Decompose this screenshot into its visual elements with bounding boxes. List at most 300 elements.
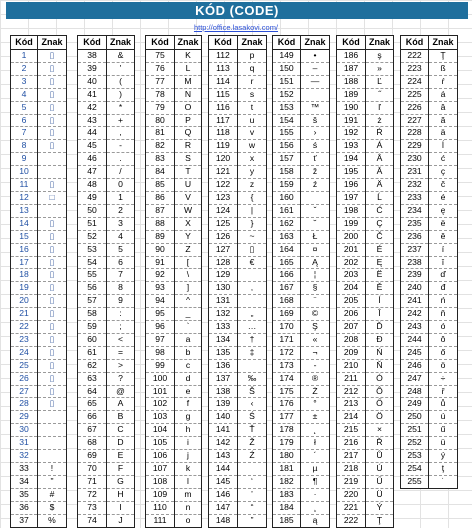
char-cell: ° — [301, 398, 330, 411]
code-cell: 88 — [146, 217, 175, 230]
table-row — [401, 372, 458, 385]
code-cell: 78 — [146, 88, 175, 101]
char-cell: ‘ — [238, 475, 267, 488]
code-cell: 75 — [146, 50, 175, 63]
char-cell: Ô — [366, 385, 394, 398]
table-row — [401, 179, 458, 192]
table-row — [11, 191, 67, 204]
table-row — [273, 424, 330, 437]
char-cell: ▯ — [38, 114, 67, 127]
code-cell: 209 — [337, 346, 366, 359]
char-cell: Ó — [366, 372, 394, 385]
code-cell: 112 — [209, 50, 238, 63]
table-row — [209, 204, 267, 217]
code-cell: 26 — [11, 372, 38, 385]
code-cell: 125 — [209, 217, 238, 230]
code-cell: 254 — [401, 463, 429, 476]
char-cell: ˘ — [301, 217, 330, 230]
char-cell: ▯ — [38, 321, 67, 334]
char-cell: Â — [366, 153, 394, 166]
table-row — [209, 372, 267, 385]
code-cell: 77 — [146, 75, 175, 88]
table-row — [337, 514, 394, 527]
header-char: Znak — [107, 36, 135, 50]
char-cell: 2 — [107, 204, 135, 217]
char-cell: • — [301, 50, 330, 63]
code-cell: 246 — [401, 359, 429, 372]
table-row — [78, 359, 135, 372]
table-row — [146, 269, 202, 282]
char-cell: Á — [366, 140, 394, 153]
char-cell: x — [238, 153, 267, 166]
code-cell: 251 — [401, 424, 429, 437]
char-cell: Ą — [301, 256, 330, 269]
table-row — [78, 269, 135, 282]
table-row — [337, 488, 394, 501]
code-table-7 — [400, 35, 458, 489]
code-cell: 200 — [337, 230, 366, 243]
header-char: Znak — [301, 36, 330, 50]
header-char: Znak — [175, 36, 202, 50]
char-cell: r — [238, 75, 267, 88]
code-cell: 162 — [273, 217, 301, 230]
table-row — [146, 372, 202, 385]
char-cell: P — [175, 114, 202, 127]
table-row — [401, 256, 458, 269]
table-row — [209, 114, 267, 127]
code-cell: 194 — [337, 153, 366, 166]
char-cell: ň — [429, 308, 458, 321]
table-row — [78, 204, 135, 217]
table-row — [146, 230, 202, 243]
table-row — [273, 437, 330, 450]
code-cell: 148 — [215, 514, 231, 525]
table-row — [78, 385, 135, 398]
char-cell: ú — [429, 411, 458, 424]
code-cell: 122 — [209, 179, 238, 192]
code-cell: 193 — [337, 140, 366, 153]
code-cell: 59 — [78, 321, 107, 334]
char-cell: ‡ — [238, 346, 267, 359]
code-cell: 253 — [401, 450, 429, 463]
code-cell: 21 — [11, 308, 38, 321]
code-cell: 143 — [209, 450, 238, 463]
char-cell: u — [238, 114, 267, 127]
table-row — [78, 295, 135, 308]
char-cell: ; — [107, 321, 135, 334]
code-cell: 10 — [11, 166, 38, 179]
code-cell: 144 — [209, 463, 238, 476]
char-cell: w — [238, 140, 267, 153]
table-row — [273, 127, 330, 140]
code-cell: 123 — [209, 191, 238, 204]
char-cell: f — [175, 398, 202, 411]
code-cell: 41 — [78, 88, 107, 101]
table-row — [78, 179, 135, 192]
table-row — [209, 321, 267, 334]
code-cell: 47 — [78, 166, 107, 179]
code-cell: 192 — [337, 127, 366, 140]
char-cell: B — [107, 411, 135, 424]
code-cell: 34 — [11, 475, 38, 488]
table-row — [11, 114, 67, 127]
table-row — [146, 191, 202, 204]
code-cell: 159 — [273, 179, 301, 192]
code-cell: 65 — [78, 398, 107, 411]
code-cell: 106 — [146, 450, 175, 463]
table-row — [78, 75, 135, 88]
char-cell: _ — [175, 308, 202, 321]
char-cell: Ü — [366, 488, 394, 501]
code-cell: 168 — [273, 295, 301, 308]
code-cell: 173 — [273, 359, 301, 372]
table-row — [146, 308, 202, 321]
table-row — [337, 191, 394, 204]
code-cell: 165 — [273, 256, 301, 269]
code-cell: 239 — [401, 269, 429, 282]
table-row — [337, 437, 394, 450]
table-row — [401, 62, 458, 75]
table-row — [273, 282, 330, 295]
code-cell: 2 — [11, 62, 38, 75]
table-row — [209, 475, 267, 488]
code-cell: 227 — [401, 114, 429, 127]
char-cell: ▯ — [38, 243, 67, 256]
table-row — [273, 346, 330, 359]
code-cell: 171 — [273, 333, 301, 346]
char-cell: 1 — [107, 191, 135, 204]
header-char: Znak — [429, 36, 458, 50]
table-row — [11, 321, 67, 334]
table-row — [401, 450, 458, 463]
table-row — [209, 333, 267, 346]
code-cell: 20 — [11, 295, 38, 308]
char-cell: ▯ — [38, 333, 67, 346]
table-row — [273, 140, 330, 153]
char-cell: ” — [238, 514, 267, 527]
code-cell: 33 — [11, 463, 38, 476]
code-cell: 57 — [78, 295, 107, 308]
code-cell: 202 — [337, 256, 366, 269]
char-cell: Î — [366, 308, 394, 321]
code-cell: 187 — [337, 62, 366, 75]
code-cell: 98 — [146, 346, 175, 359]
code-cell: 40 — [78, 75, 107, 88]
code-cell: 132 — [209, 308, 238, 321]
char-cell: ÷ — [429, 372, 458, 385]
code-cell: 82 — [146, 140, 175, 153]
code-cell: 103 — [146, 411, 175, 424]
code-cell: 58 — [78, 308, 107, 321]
table-row — [78, 488, 135, 501]
char-cell: z — [238, 179, 267, 192]
code-cell: 4 — [11, 88, 38, 101]
table-row — [78, 333, 135, 346]
char-cell: % — [38, 514, 67, 527]
code-cell: 28 — [11, 398, 38, 411]
char-cell: ß — [429, 62, 458, 75]
char-cell: ~ — [238, 230, 267, 243]
char-cell: ▯ — [38, 140, 67, 153]
char-cell: \ — [175, 269, 202, 282]
code-cell: 228 — [401, 127, 429, 140]
table-row — [146, 488, 202, 501]
code-cell: 182 — [273, 475, 301, 488]
char-cell: ž — [301, 166, 330, 179]
code-cell: 49 — [78, 191, 107, 204]
table-row — [78, 62, 135, 75]
table-row — [273, 75, 330, 88]
code-cell: 244 — [401, 333, 429, 346]
code-cell: 44 — [78, 127, 107, 140]
table-row — [337, 101, 394, 114]
code-cell: 186 — [337, 50, 366, 63]
code-cell: 95 — [146, 308, 175, 321]
char-cell: Ľ — [366, 75, 394, 88]
char-cell: 8 — [107, 282, 135, 295]
char-cell: ) — [107, 88, 135, 101]
char-cell: ▯ — [38, 127, 67, 140]
char-cell: m — [175, 488, 202, 501]
code-cell: 232 — [401, 179, 429, 192]
char-cell: ś — [301, 140, 330, 153]
code-table-5 — [272, 35, 330, 528]
code-cell: 252 — [401, 437, 429, 450]
code-cell: 30 — [11, 424, 38, 437]
table-row — [273, 321, 330, 334]
code-cell: 242 — [401, 308, 429, 321]
char-cell: Ű — [366, 475, 394, 488]
code-cell: 116 — [209, 101, 238, 114]
code-cell: 50 — [78, 204, 107, 217]
char-cell: ¸ — [301, 501, 330, 514]
code-cell: 185 — [279, 514, 294, 525]
table-row — [273, 463, 330, 476]
char-cell: ë — [429, 217, 458, 230]
code-cell: 235 — [401, 217, 429, 230]
code-cell: 237 — [401, 243, 429, 256]
char-cell: ® — [301, 372, 330, 385]
table-header-row — [337, 36, 394, 50]
char-cell: 7 — [107, 269, 135, 282]
char-cell: ě — [429, 230, 458, 243]
table-row — [146, 62, 202, 75]
char-cell: Y — [175, 230, 202, 243]
char-cell: ˙ — [429, 475, 458, 488]
table-row — [273, 62, 330, 75]
char-cell: ç — [429, 166, 458, 179]
code-cell: 146 — [209, 488, 238, 501]
code-cell: 37 — [19, 514, 29, 525]
table-row — [337, 243, 394, 256]
header-char: Znak — [38, 36, 67, 50]
char-cell: i — [175, 437, 202, 450]
table-row — [337, 308, 394, 321]
table-row — [401, 321, 458, 334]
code-cell: 247 — [401, 372, 429, 385]
code-cell: 9 — [11, 153, 38, 166]
code-cell: 153 — [273, 101, 301, 114]
table-row — [146, 514, 202, 527]
char-cell: q — [238, 62, 267, 75]
char-cell: I — [107, 501, 135, 514]
code-cell: 111 — [153, 514, 167, 525]
code-cell: 107 — [146, 463, 175, 476]
char-cell: ▯ — [38, 282, 67, 295]
table-row — [11, 514, 67, 527]
code-cell: 61 — [78, 346, 107, 359]
table-row — [337, 88, 394, 101]
code-cell: 223 — [401, 62, 429, 75]
code-cell: 12 — [11, 191, 38, 204]
char-cell: Ů — [366, 450, 394, 463]
char-cell: ¦ — [301, 269, 330, 282]
char-cell: 4 — [107, 230, 135, 243]
char-cell: ! — [38, 463, 67, 476]
table-row — [273, 308, 330, 321]
code-cell: 53 — [78, 243, 107, 256]
table-row — [146, 411, 202, 424]
code-cell: 22 — [11, 321, 38, 334]
table-row — [209, 153, 267, 166]
code-cell: 45 — [78, 140, 107, 153]
code-cell: 24 — [11, 346, 38, 359]
table-row — [337, 359, 394, 372]
table-row — [401, 243, 458, 256]
code-cell: 172 — [273, 346, 301, 359]
char-cell: W — [175, 204, 202, 217]
code-cell: 92 — [146, 269, 175, 282]
table-row — [11, 230, 67, 243]
code-cell: 230 — [401, 153, 429, 166]
code-cell: 179 — [273, 437, 301, 450]
code-cell: 97 — [146, 333, 175, 346]
char-cell: ▯ — [38, 75, 67, 88]
table-row — [273, 256, 330, 269]
table-row — [209, 50, 267, 63]
char-cell: ▯ — [38, 269, 67, 282]
char-cell: 0 — [107, 179, 135, 192]
char-cell: ▯ — [38, 359, 67, 372]
code-cell: 91 — [146, 256, 175, 269]
code-cell: 216 — [337, 437, 366, 450]
char-cell: Z — [175, 243, 202, 256]
char-cell: Í — [366, 295, 394, 308]
char-cell: a — [175, 333, 202, 346]
header-char: Znak — [238, 36, 267, 50]
char-cell: ] — [175, 282, 202, 295]
char-cell: ▯ — [38, 346, 67, 359]
char-cell — [238, 359, 267, 372]
code-cell: 243 — [401, 321, 429, 334]
code-cell: 3 — [11, 75, 38, 88]
code-cell: 113 — [209, 62, 238, 75]
code-cell: 219 — [337, 475, 366, 488]
table-row — [146, 475, 202, 488]
code-cell: 31 — [11, 437, 38, 450]
char-cell: A — [107, 398, 135, 411]
table-row — [78, 308, 135, 321]
table-row — [273, 385, 330, 398]
header-char: Znak — [366, 36, 394, 50]
table-row — [11, 359, 67, 372]
code-cell: 135 — [209, 346, 238, 359]
table-row — [146, 153, 202, 166]
code-cell: 128 — [209, 256, 238, 269]
code-cell: 212 — [337, 385, 366, 398]
char-cell: ä — [429, 127, 458, 140]
table-row — [273, 488, 330, 501]
char-cell: ▯ — [38, 88, 67, 101]
code-cell: 23 — [11, 333, 38, 346]
table-row — [273, 372, 330, 385]
code-cell: 35 — [11, 488, 38, 501]
char-cell: Ř — [366, 437, 394, 450]
code-cell: 42 — [78, 101, 107, 114]
table-row — [78, 140, 135, 153]
table-row — [273, 50, 330, 63]
char-cell: ™ — [301, 101, 330, 114]
code-cell: 189 — [337, 88, 366, 101]
char-cell: Đ — [366, 333, 394, 346]
char-cell: ű — [429, 424, 458, 437]
table-row — [11, 333, 67, 346]
code-cell: 27 — [11, 385, 38, 398]
code-cell: 99 — [146, 359, 175, 372]
table-row — [11, 295, 67, 308]
table-header-row — [209, 36, 267, 50]
table-header-row — [273, 36, 330, 50]
code-cell: 150 — [273, 62, 301, 75]
table-row — [401, 437, 458, 450]
table-row — [11, 475, 67, 488]
code-cell: 93 — [146, 282, 175, 295]
char-cell: ’ — [238, 488, 267, 501]
char-cell: × — [366, 424, 394, 437]
code-cell: 184 — [273, 501, 301, 514]
header-code: Kód — [401, 36, 429, 50]
table-row — [401, 50, 458, 63]
char-cell: Ë — [366, 269, 394, 282]
table-row — [78, 166, 135, 179]
table-row — [209, 346, 267, 359]
char-cell: C — [107, 424, 135, 437]
code-cell: 7 — [11, 127, 38, 140]
code-cell: 85 — [146, 179, 175, 192]
char-cell: Ď — [366, 321, 394, 334]
code-table-6 — [336, 35, 394, 528]
char-cell: ‚ — [238, 282, 267, 295]
table-row — [11, 62, 67, 75]
char-cell: ^ — [175, 295, 202, 308]
char-cell: ő — [429, 346, 458, 359]
table-row — [146, 179, 202, 192]
char-cell: { — [238, 191, 267, 204]
code-cell: 8 — [11, 140, 38, 153]
char-cell: ± — [301, 411, 330, 424]
table-row — [11, 179, 67, 192]
table-row — [273, 153, 330, 166]
website-link[interactable]: http://office.lasakovi.com/ — [193, 23, 279, 32]
table-row — [273, 295, 330, 308]
table-row — [401, 475, 458, 488]
table-row — [146, 450, 202, 463]
code-cell: 141 — [209, 424, 238, 437]
table-row — [209, 101, 267, 114]
code-cell: 213 — [337, 398, 366, 411]
char-cell: ż — [366, 114, 394, 127]
code-cell: 69 — [78, 450, 107, 463]
